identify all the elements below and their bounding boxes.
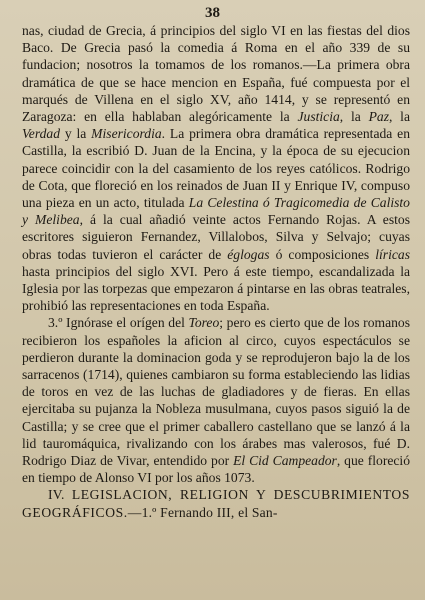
paragraph-bullfighting xyxy=(22,314,410,486)
section-number: IV. xyxy=(48,487,72,503)
text-run: , la xyxy=(388,109,410,125)
page-body xyxy=(22,22,410,521)
italic-run: líricas xyxy=(375,246,410,262)
italic-run: La Celestina ó Tragicomedia de Calisto y Melibea xyxy=(22,195,410,228)
text-run: , la xyxy=(339,109,369,125)
section-heading xyxy=(22,486,410,520)
section-title: LEGISLACION, RELIGION Y DESCUBRIMIENTOS GEOGRÁFICOS. xyxy=(22,487,410,520)
text-run: —1.º Fernando III, el San- xyxy=(127,504,278,520)
text-run: nas, ciudad de Grecia, á principios del siglo VI en las fiestas del dios Baco. De Grecia pasó la comedia á Roma en el año 339 de su fundacion; nosotros la tomamos de los romanos.—La primera obra dramática de que se hace mencion en España, fué compuesta por el marqués de Villena en el siglo XV, año 1414, y se representó en Zaragoza: en ella hablaban alegóricamente la xyxy=(22,23,410,125)
page-number: 38 xyxy=(205,5,220,21)
text-run: 3.º Ignórase el orígen del xyxy=(48,315,189,331)
text-run: , á la cual añadió veinte actos Fernando Rojas. A estos escritores siguieron Fernandez, Villalobos, Silva y Selvajo; cuyas obras todas tuvieron el carácter de xyxy=(22,212,410,262)
paragraph-theatre xyxy=(22,22,410,314)
text-run: . La primera obra dramática representada en Castilla, la escribió D. Juan de la Encina, y la época de su ejecucion parece coincidir con la del casamiento de los reyes católicos. Rodrigo de Cota, que floreció en los reinados de Juan II y Enrique IV, compuso una pieza en un acto, titulada xyxy=(22,126,410,211)
italic-run: El Cid Campeador xyxy=(233,453,337,469)
text-run: , que floreció en tiempo de Alonso VI por los años 1073. xyxy=(22,453,410,486)
text-run: ; pero es cierto que de los romanos recibieron los españoles la aficion al circo, cuyos espectáculos se perdieron durante la dominacion goda y se reprodujeron bajo la de los sarracenos (1714), quienes cambiaron su forma estableciendo las lidias de toros en vez de las luchas de gladiadores y de fieras. En ellas ejercitaba su pujanza la Nobleza musulmana, cuyos pasos siguió la de Castilla; y se cree que el primer caballero castellano que se lanzó á la lid tauromáquica, rivalizando con los árabes mas valerosos, fué D. Rodrigo Diaz de Vivar, entendido por xyxy=(22,315,410,469)
italic-run: Verdad xyxy=(22,126,61,142)
italic-run: Misericordia xyxy=(91,126,162,142)
italic-run: Justicia xyxy=(297,109,340,125)
text-run: ó composiciones xyxy=(269,246,376,262)
italic-run: Toreo xyxy=(188,315,220,331)
italic-run: Paz xyxy=(368,109,389,125)
text-run: hasta principios del siglo XVI. Pero á este tiempo, escandalizada la Iglesia por las torpezas que empezaron á pintarse en las obras teatrales, prohibió las representaciones en toda España. xyxy=(22,263,410,314)
italic-run: églogas xyxy=(227,246,270,262)
text-run: y la xyxy=(60,126,92,142)
